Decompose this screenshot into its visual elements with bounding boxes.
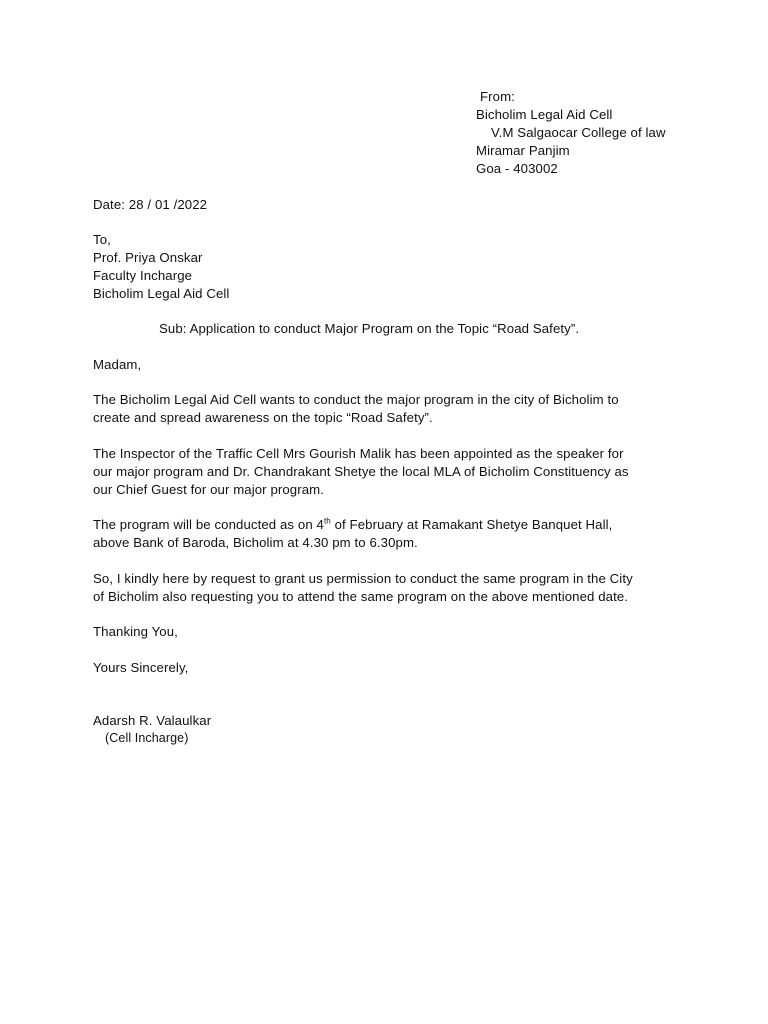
closing-thanks: Thanking You,	[93, 624, 178, 639]
closing-sign-off: Yours Sincerely,	[93, 660, 189, 675]
paragraph-line: The Bicholim Legal Aid Cell wants to conduct the major program in the city of Bicholim to	[93, 392, 619, 407]
paragraph-line: of Bicholim also requesting you to attend the same program on the above mentioned date.	[93, 589, 629, 604]
recipient-organization: Bicholim Legal Aid Cell	[93, 286, 230, 301]
sender-organization: Bicholim Legal Aid Cell	[476, 107, 613, 122]
paragraph-line: above Bank of Baroda, Bicholim at 4.30 pm to 6.30pm.	[93, 535, 418, 550]
paragraph-line: our major program and Dr. Chandrakant Shetye the local MLA of Bicholim Constituency as	[93, 464, 629, 479]
sender-locality: Miramar Panjim	[476, 143, 570, 158]
letter-date: Date: 28 / 01 /2022	[93, 197, 208, 212]
paragraph-line: The Inspector of the Traffic Cell Mrs Gourish Malik has been appointed as the speaker for	[93, 446, 624, 461]
recipient-designation: Faculty Incharge	[93, 268, 193, 283]
signatory-title: (Cell Incharge)	[105, 731, 189, 745]
paragraph-line: our Chief Guest for our major program.	[93, 482, 325, 497]
from-label: From:	[480, 89, 515, 104]
paragraph-line: create and spread awareness on the topic “Road Safety”.	[93, 410, 433, 425]
paragraph-text: of February at Ramakant Shetye Banquet Hall,	[330, 517, 613, 532]
to-label: To,	[93, 232, 111, 247]
recipient-name: Prof. Priya Onskar	[93, 250, 203, 265]
paragraph-text: The program will be conducted as on 4	[93, 517, 324, 532]
subject-line: Sub: Application to conduct Major Program on the Topic “Road Safety”.	[159, 321, 580, 336]
sender-state-pin: Goa - 403002	[476, 161, 558, 176]
ordinal-suffix: th	[323, 516, 331, 526]
signatory-name: Adarsh R. Valaulkar	[93, 713, 212, 728]
salutation: Madam,	[93, 357, 142, 372]
paragraph-line: So, I kindly here by request to grant us permission to conduct the same program in the City	[93, 571, 633, 586]
paragraph-line	[93, 516, 612, 534]
sender-college: V.M Salgaocar College of law	[491, 125, 666, 140]
